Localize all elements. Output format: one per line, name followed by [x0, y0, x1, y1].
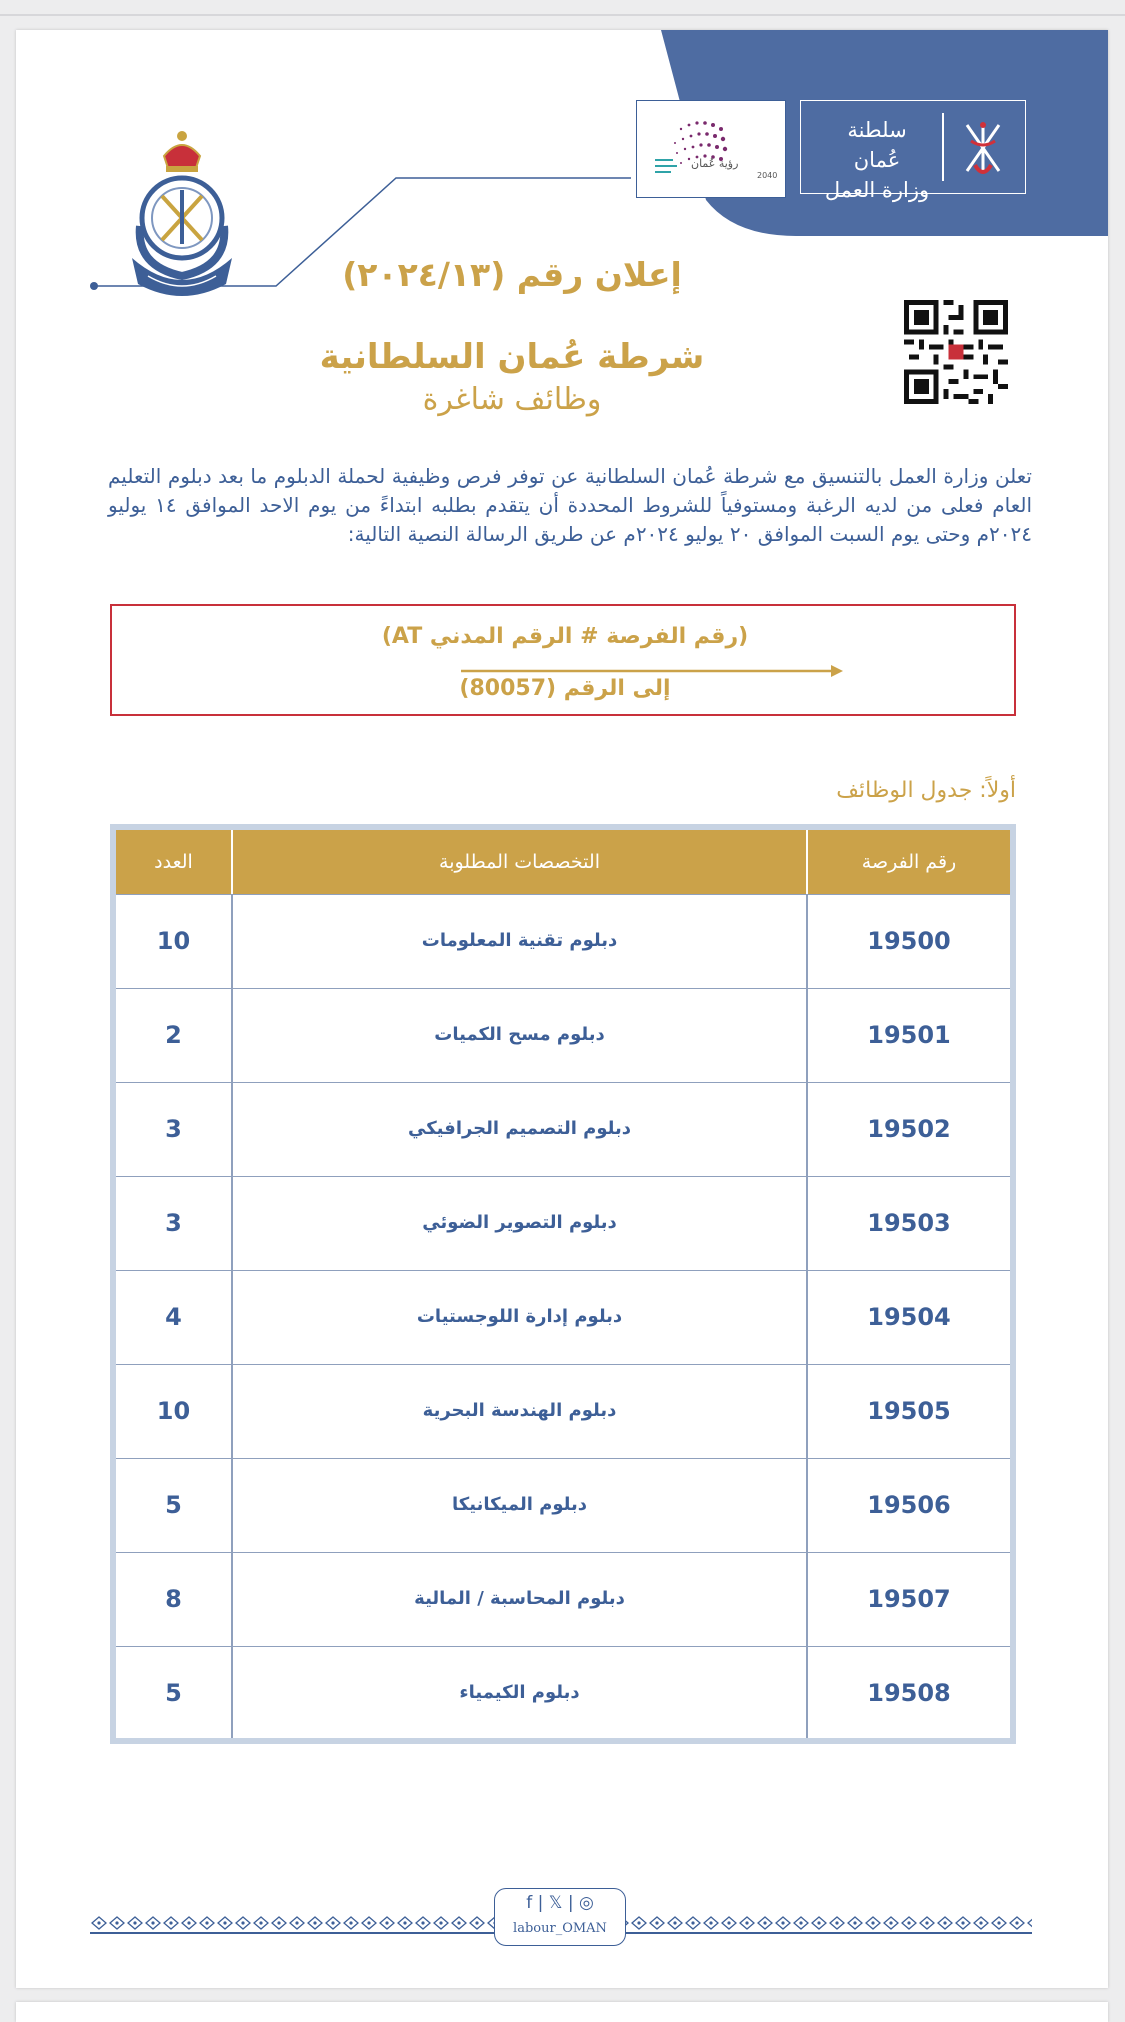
row-count: 3 [165, 1209, 182, 1237]
header-divider [806, 830, 808, 894]
table-row [116, 894, 1010, 988]
vision-dots-icon [651, 109, 741, 189]
ministry-line1: سلطنة عُمان [847, 118, 907, 172]
row-count: 5 [165, 1491, 182, 1519]
intro-paragraph: تعلن وزارة العمل بالتنسيق مع شرطة عُمان السلطانية عن توفر فرص وظيفية لحملة الدبلوم ما بعد دبلوم التعليم العام فعلى من لديه الرغبة ومستوفياً للشروط المحددة أن يتقدم بطلبه ابتداءً من يوم الاحد الموافق ١٤ يوليو ٢٠٢٤م وحتى يوم السبت الموافق ٢٠ يوليو ٢٠٢٤م عن طريق الرسالة النصية التالية: [108, 464, 1032, 546]
row-id: 19507 [867, 1585, 951, 1613]
header-count: العدد [154, 851, 193, 873]
row-count: 8 [165, 1585, 182, 1613]
row-specialization: دبلوم الهندسة البحرية [422, 1400, 617, 1421]
row-id: 19508 [867, 1679, 951, 1707]
top-divider [0, 14, 1125, 16]
social-media-box[interactable] [494, 1888, 626, 1946]
row-specialization: دبلوم تقنية المعلومات [421, 930, 618, 951]
sms-instructions-box [110, 604, 1016, 716]
row-count: 5 [165, 1679, 182, 1707]
header-divider [231, 830, 233, 894]
ministry-divider [942, 113, 944, 181]
row-count: 2 [165, 1021, 182, 1049]
header-id: رقم الفرصة [861, 851, 957, 873]
ministry-of-labour-logo [800, 100, 1026, 202]
row-id: 19504 [867, 1303, 951, 1331]
row-count: 10 [156, 1397, 191, 1425]
table-row [116, 1552, 1010, 1646]
jobs-table [110, 824, 1016, 1744]
table-row [116, 988, 1010, 1082]
vacancies-subtitle: وظائف شاغرة [422, 382, 602, 417]
table-row [116, 1364, 1010, 1458]
table-header [116, 830, 1010, 894]
row-specialization: دبلوم التصميم الجرافيكي [408, 1118, 631, 1139]
row-count: 4 [165, 1303, 182, 1331]
row-specialization: دبلوم مسح الكميات [434, 1024, 605, 1045]
row-id: 19505 [867, 1397, 951, 1425]
table-row [116, 1176, 1010, 1270]
row-id: 19501 [867, 1021, 951, 1049]
header-specialization: التخصصات المطلوبة [439, 851, 600, 873]
section-title: أولاً: جدول الوظائف [836, 778, 1016, 803]
qr-code-icon[interactable] [904, 300, 1008, 404]
column-divider [806, 894, 808, 1738]
row-count: 10 [156, 927, 191, 955]
row-specialization: دبلوم الميكانيكا [452, 1494, 587, 1515]
row-id: 19506 [867, 1491, 951, 1519]
row-id: 19502 [867, 1115, 951, 1143]
announcement-title: إعلان رقم (٢٠٢٤/١٣) [342, 255, 682, 294]
table-row [116, 1458, 1010, 1552]
row-id: 19503 [867, 1209, 951, 1237]
sms-format: (رقم الفرصة # الرقم المدني AT) [381, 624, 749, 649]
row-specialization: دبلوم إدارة اللوجستيات [416, 1306, 623, 1327]
row-count: 3 [165, 1115, 182, 1143]
sms-number: إلى الرقم (80057) [459, 676, 671, 701]
row-specialization: دبلوم الكيمياء [459, 1682, 580, 1703]
social-icons[interactable]: f | 𝕏 | ◎ [526, 1893, 594, 1913]
next-page-edge [16, 2002, 1108, 2022]
organization-name: شرطة عُمان السلطانية [319, 337, 705, 377]
vision-year: 2040 [757, 171, 778, 180]
table-row [116, 1270, 1010, 1364]
announcement-page [16, 30, 1108, 1988]
table-row [116, 1082, 1010, 1176]
column-divider [231, 894, 233, 1738]
row-specialization: دبلوم التصوير الضوئي [422, 1212, 617, 1233]
oman-emblem-icon [953, 115, 1013, 181]
social-handle[interactable]: labour_OMAN [513, 1921, 607, 1936]
row-specialization: دبلوم المحاسبة / المالية [414, 1588, 625, 1609]
table-row [116, 1646, 1010, 1740]
row-id: 19500 [867, 927, 951, 955]
vision-label: رؤية عُمان [691, 157, 739, 170]
oman-vision-2040-logo [636, 100, 786, 198]
ministry-line2: وزارة العمل [824, 178, 930, 202]
